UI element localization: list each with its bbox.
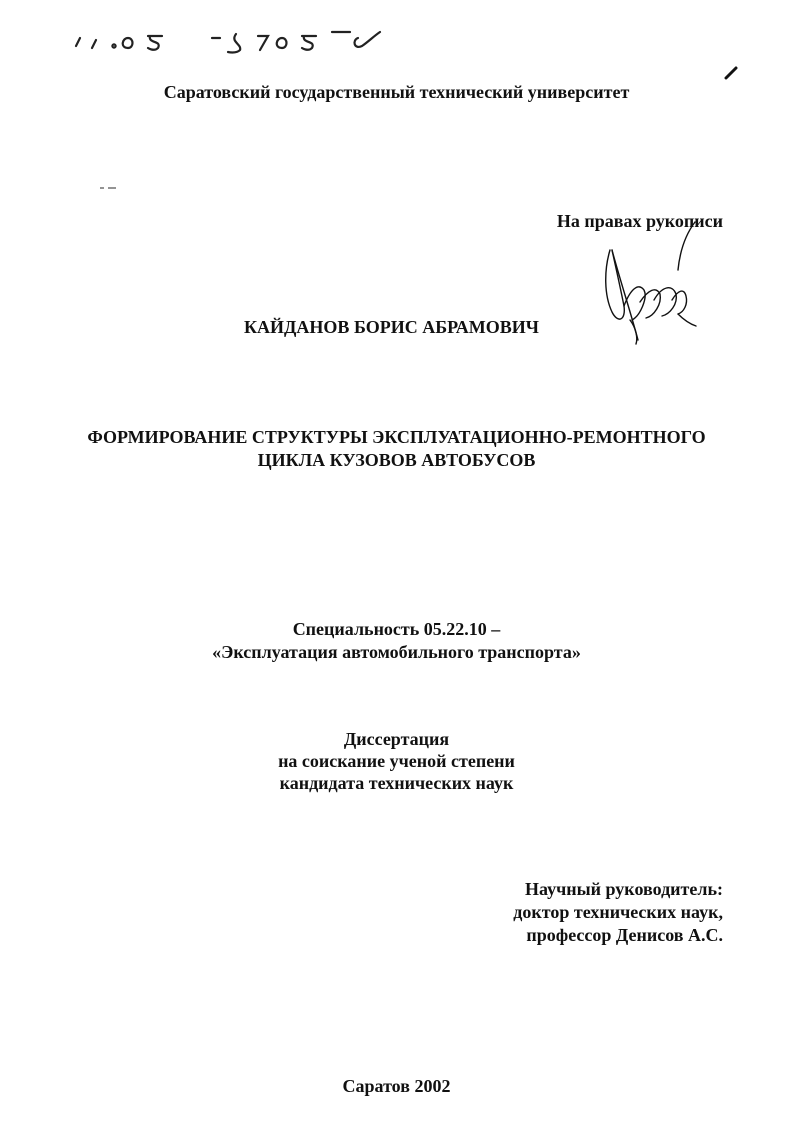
specialty-line-2: «Эксплуатация автомобильного транспорта» <box>212 642 581 662</box>
work-type-line-3: кандидата технических наук <box>279 773 514 793</box>
handwritten-number <box>70 18 390 58</box>
signature-image <box>590 220 705 350</box>
advisor-line-2: доктор технических наук, <box>513 902 723 922</box>
work-type-line-2: на соискание ученой степени <box>278 751 515 771</box>
pen-mark-icon <box>724 66 738 80</box>
specialty-line-1: Специальность 05.22.10 – <box>292 619 501 639</box>
scan-dash <box>100 186 116 190</box>
title-line-2: ЦИКЛА КУЗОВОВ АВТОБУСОВ <box>257 450 536 470</box>
author-name: КАЙДАНОВ БОРИС АБРАМОВИЧ <box>244 317 540 337</box>
title-line-1: ФОРМИРОВАНИЕ СТРУКТУРЫ ЭКСПЛУАТАЦИОННО-РЕМОНТНОГО <box>87 427 706 447</box>
city-year: Саратов 2002 <box>342 1076 451 1096</box>
work-type-line-1: Диссертация <box>343 729 450 749</box>
university-name: Саратовский государственный технический университет <box>163 82 630 102</box>
manuscript-rights: На правах рукописи <box>556 211 723 231</box>
advisor-line-1: Научный руководитель: <box>525 879 723 899</box>
advisor-line-3: профессор Денисов А.С. <box>526 925 723 945</box>
